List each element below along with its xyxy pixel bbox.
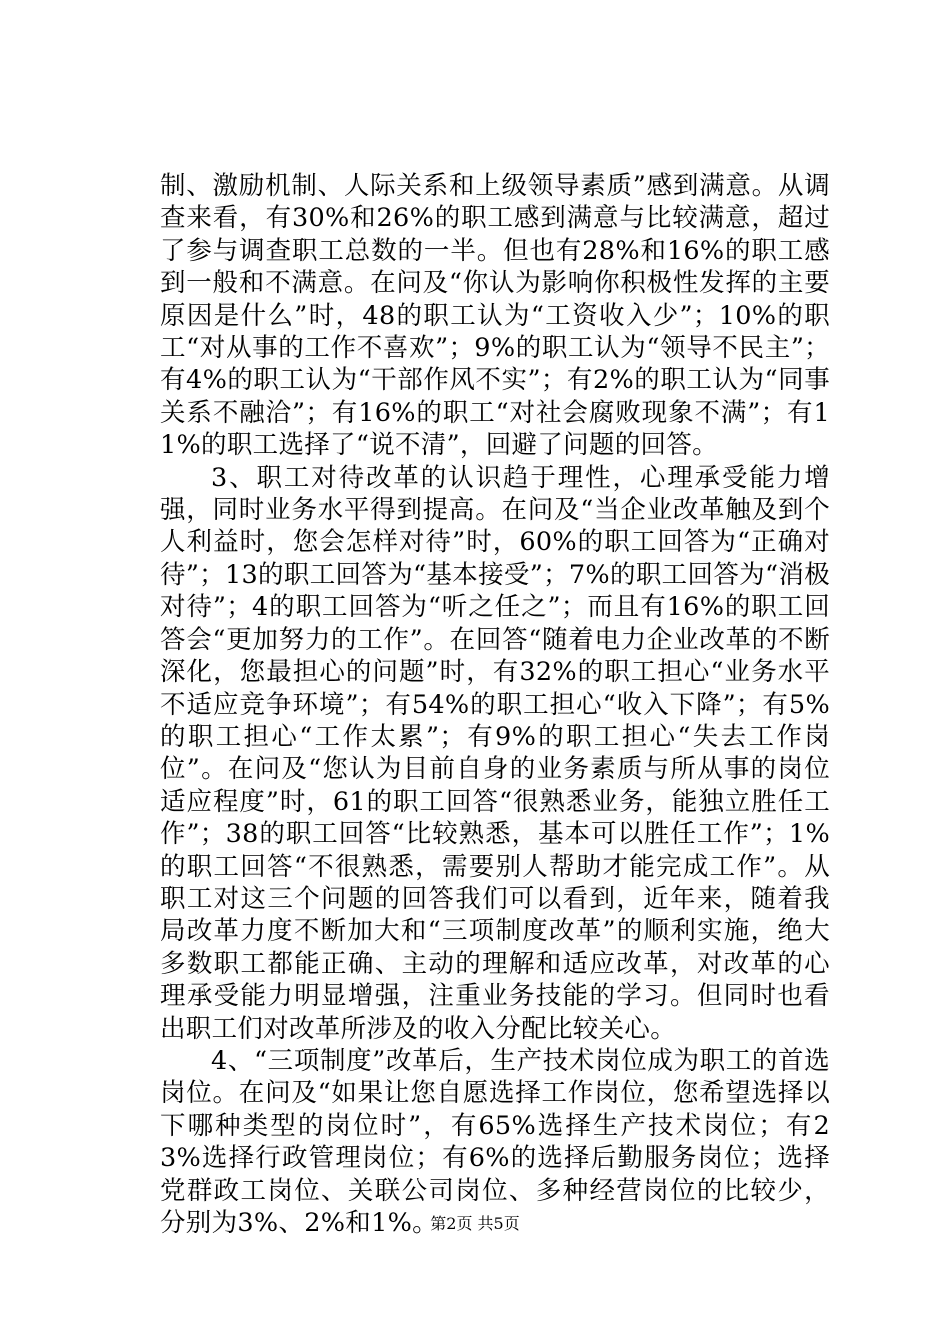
paragraph-2: 3、职工对待改革的认识趋于理性，心理承受能力增强，同时业务水平得到提高。在问及“当企业改革触及到个人利益时，您会怎样对待”时，60%的职工回答为“正确对待”；13的职工回答为“基本接受”；7%的职工回答为“消极对待”；4的职工回答为“听之任之”；而且有16%的职工回答会“更加努力的工作”。在回答“随着电力企业改革的不断深化，您最担心的问题”时，有32%的职工担心“业务水平不适应竞争环境”；有54%的职工担心“收入下降”；有5%的职工担心“工作太累”；有9%的职工担心“失去工作岗位”。在问及“您认为目前自身的业务素质与所从事的岗位适应程度”时，61的职工回答“很熟悉业务，能独立胜任工作”；38的职工回答“比较熟悉，基本可以胜任工作”；1%的职工回答“不很熟悉，需要别人帮助才能完成工作”。从职工对这三个问题的回答我们可以看到，近年来，随着我局改革力度不断加大和“三项制度改革”的顺利实施，绝大多数职工都能正确、主动的理解和适应改革，对改革的心理承受能力明显增强，注重业务技能的学习。但同时也看出职工们对改革所涉及的收入分配比较关心。 bbox=[160, 462, 830, 1044]
body-text bbox=[160, 170, 830, 1239]
paragraph-3: 4、“三项制度”改革后，生产技术岗位成为职工的首选岗位。在问及“如果让您自愿选择工作岗位，您希望选择以下哪种类型的岗位时”，有65%选择生产技术岗位；有23%选择行政管理岗位；有6%的选择后勤服务岗位；选择党群政工岗位、关联公司岗位、多种经营岗位的比较少，分别为3%、2%和1%。 bbox=[160, 1045, 830, 1238]
paragraph-1: 制、激励机制、人际关系和上级领导素质”感到满意。从调查来看，有30%和26%的职工感到满意与比较满意，超过了参与调查职工总数的一半。但也有28%和16%的职工感到一般和不满意。在问及“你认为影响你积极性发挥的主要原因是什么”时，48的职工认为“工资收入少”；10%的职工“对从事的工作不喜欢”；9%的职工认为“领导不民主”；有4%的职工认为“干部作风不实”；有2%的职工认为“同事关系不融洽”；有16%的职工“对社会腐败现象不满”；有11%的职工选择了“说不清”，回避了问题的回答。 bbox=[160, 171, 830, 461]
page-number-footer: 第2页 共5页 bbox=[430, 1214, 520, 1233]
